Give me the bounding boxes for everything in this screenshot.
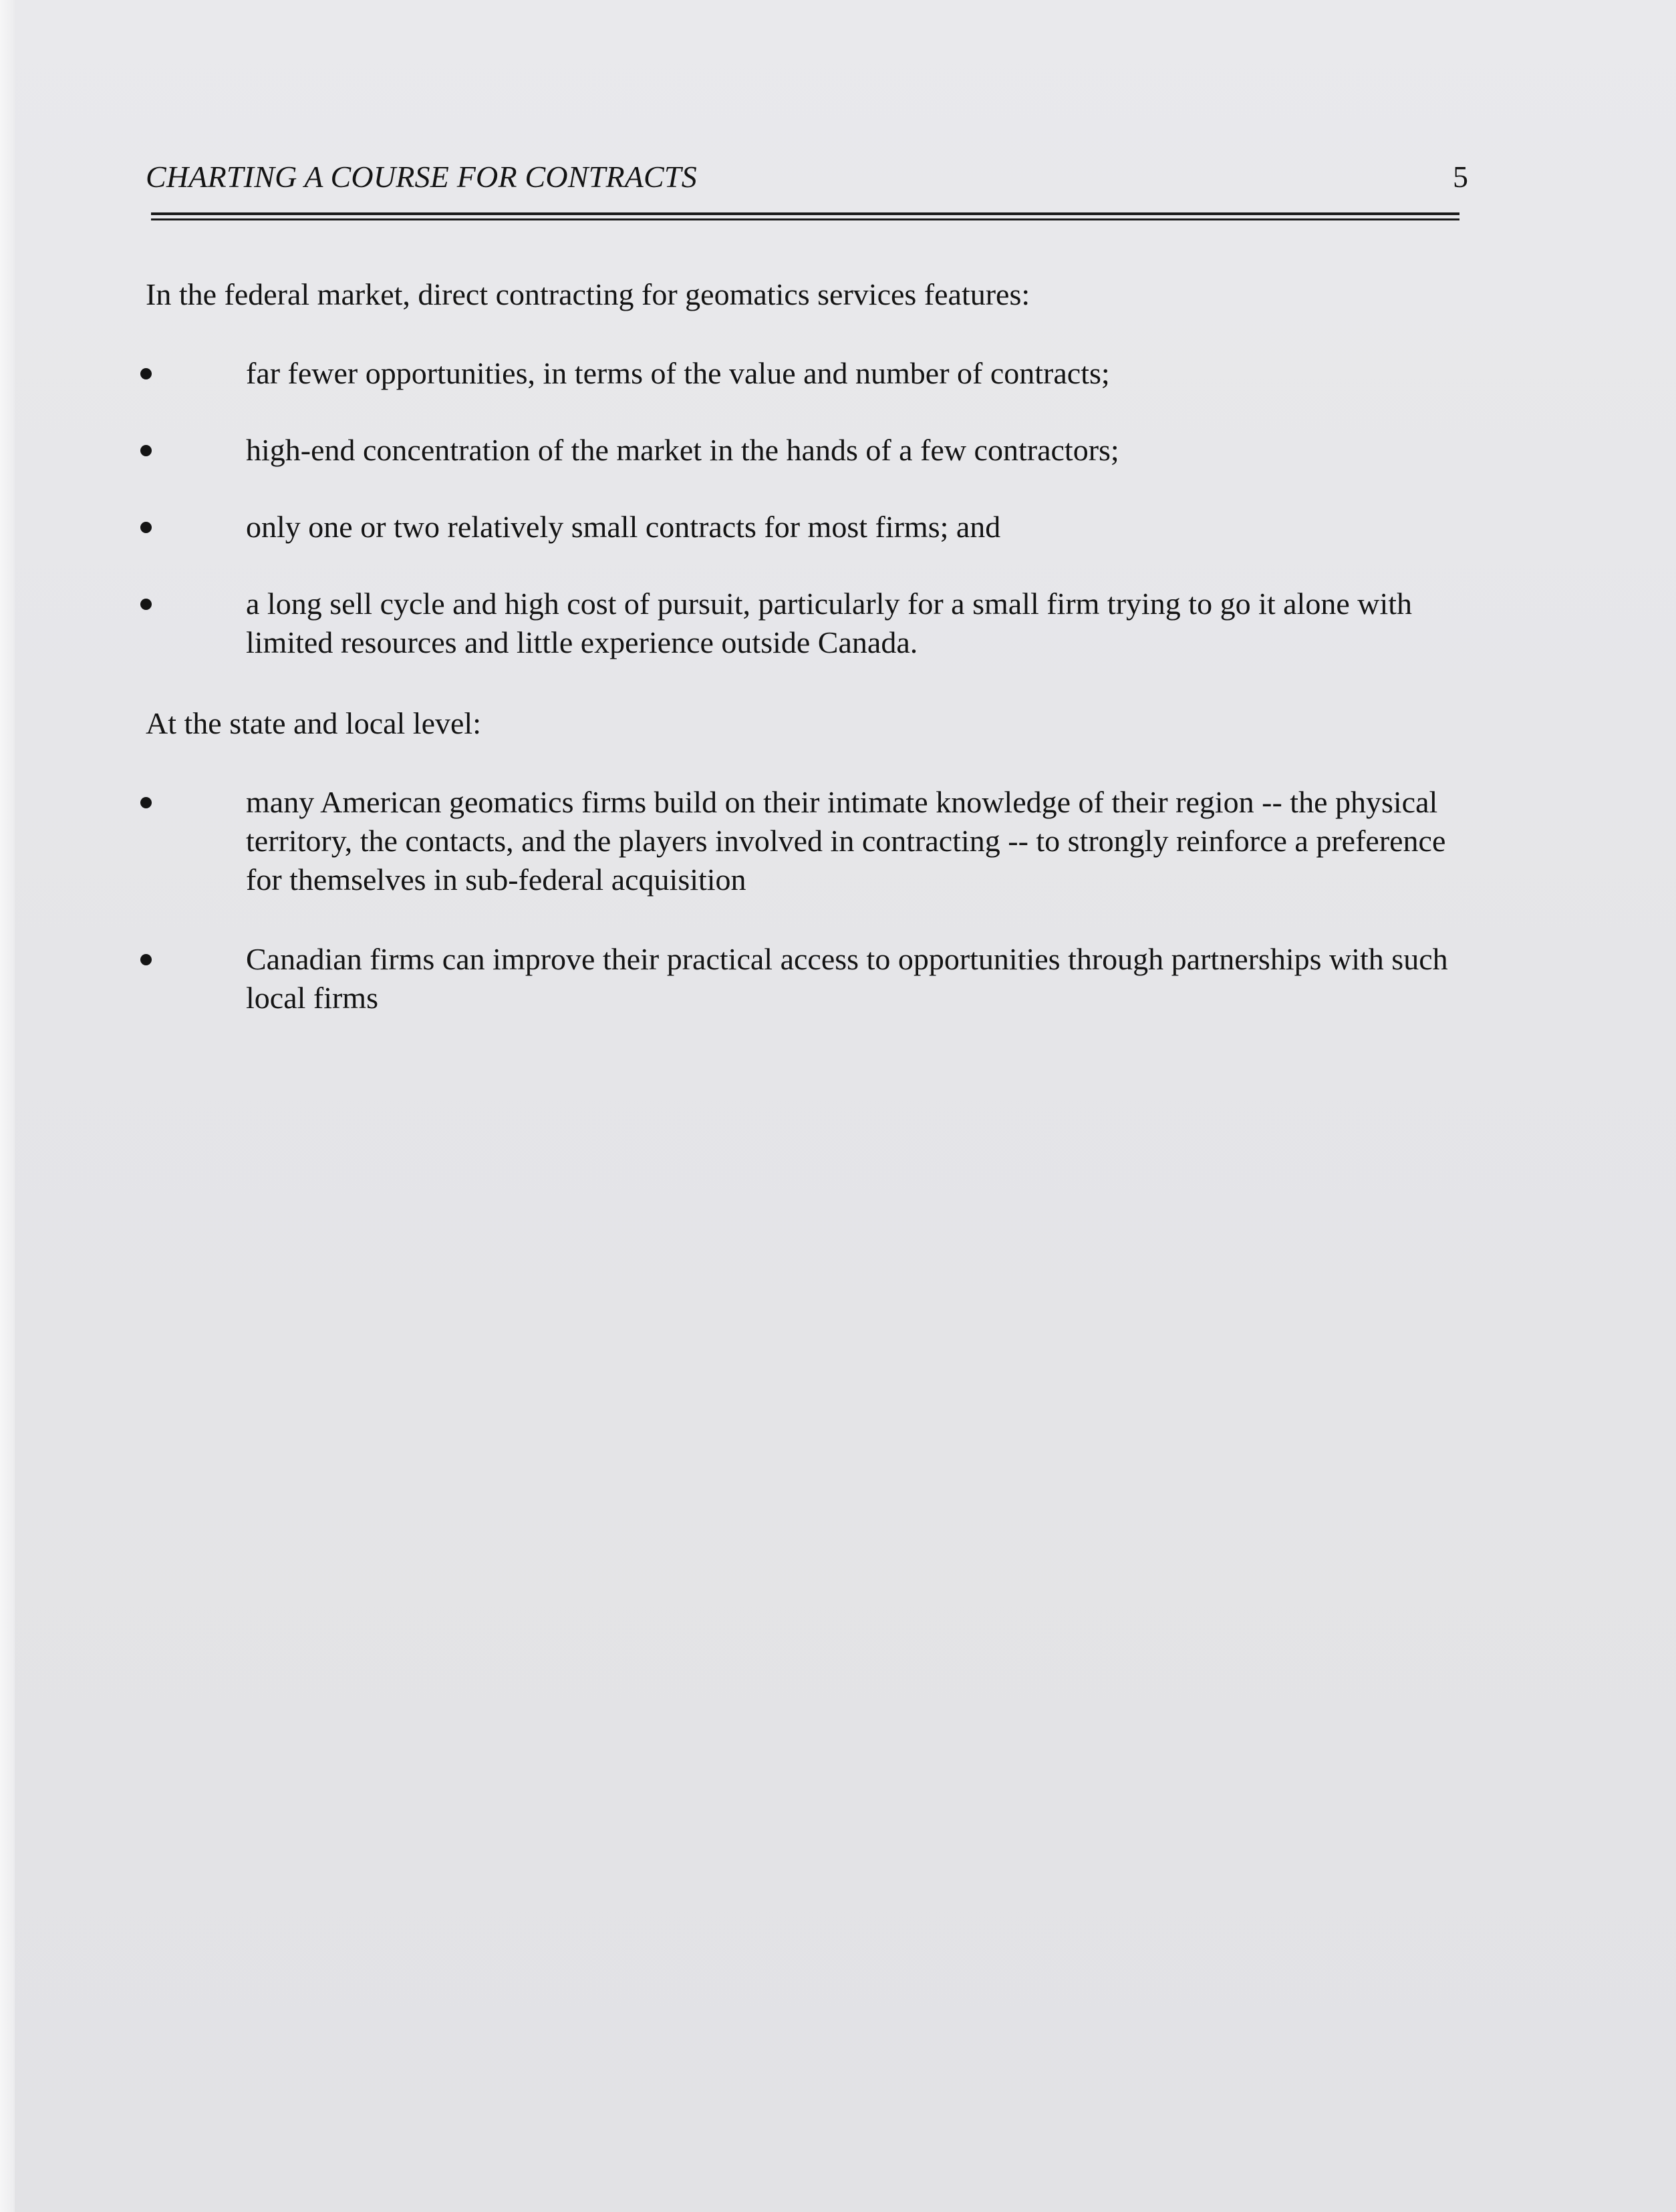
federal-bullet-4: a long sell cycle and high cost of pursuit, particularly for a small firm trying to go it alone with limited resources and little experience outside Canada. <box>246 587 1413 659</box>
bullet-icon <box>140 797 152 808</box>
state-local-bullet-1: many American geomatics firms build on their intimate knowledge of their region -- the physical territory, the contacts, and the players involved in contracting -- to strongly reinforce a preference for themselves in sub-federal acquisition <box>246 785 1446 897</box>
bullet-icon <box>140 368 152 379</box>
header-rule-top <box>151 212 1459 215</box>
federal-bullet-2: high-end concentration of the market in the hands of a few contractors; <box>246 433 1119 467</box>
federal-intro: In the federal market, direct contracting for geomatics services features: <box>146 277 1030 311</box>
bullet-icon <box>140 445 152 456</box>
bullet-icon <box>140 522 152 533</box>
bullet-icon <box>140 954 152 965</box>
state-local-bullet-2: Canadian firms can improve their practical access to opportunities through partnerships with such local firms <box>246 942 1448 1015</box>
running-header-title: CHARTING A COURSE FOR CONTRACTS <box>146 160 697 194</box>
federal-bullet-3: only one or two relatively small contracts for most firms; and <box>246 510 1001 544</box>
header-rule-bottom <box>151 218 1459 220</box>
bullet-icon <box>140 599 152 610</box>
page-number: 5 <box>1453 160 1468 194</box>
state-local-intro: At the state and local level: <box>146 706 481 740</box>
federal-bullet-1: far fewer opportunities, in terms of the value and number of contracts; <box>246 356 1110 390</box>
page-edge <box>0 0 15 2212</box>
